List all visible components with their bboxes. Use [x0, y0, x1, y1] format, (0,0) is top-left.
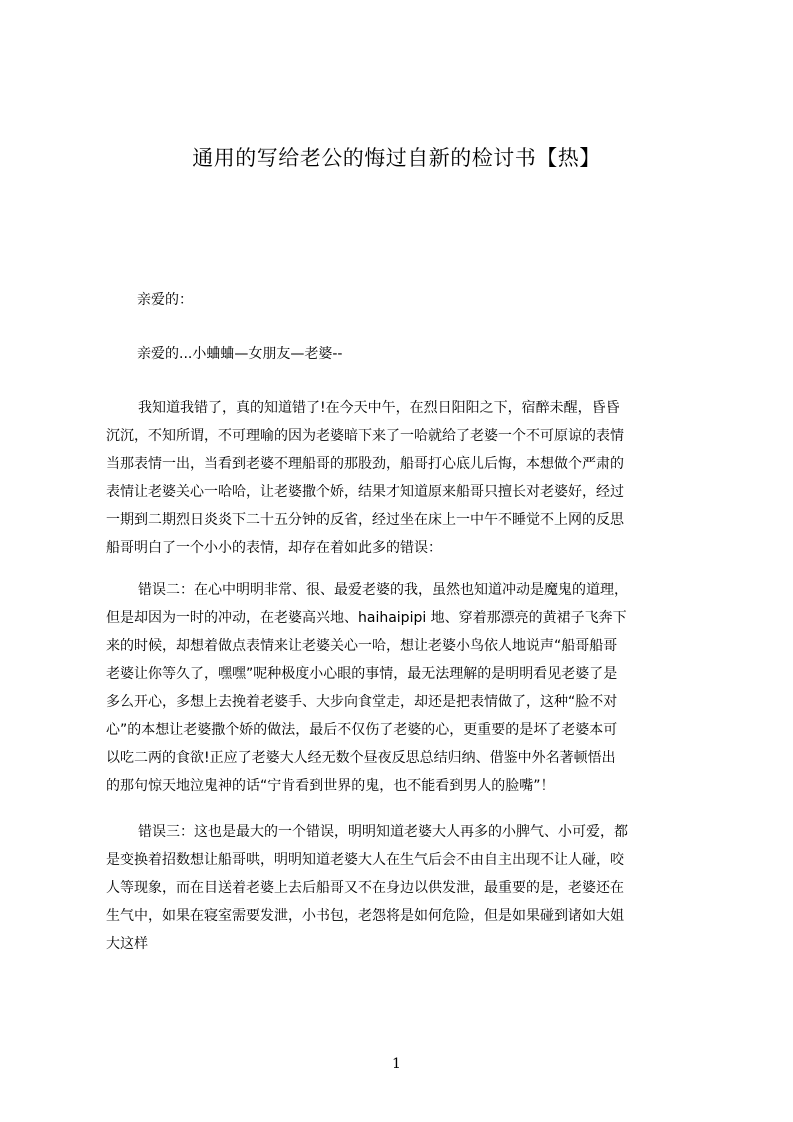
subheading: 亲爱的...小蛐蛐—女朋友—老婆-- — [137, 346, 343, 362]
paragraph-line: 是变换着招数想让船哥哄，明明知道老婆大人在生气后会不由自主出现不让人碰，咬 — [106, 852, 624, 868]
paragraph-line: 心”的本想让老婆撒个娇的做法，最后不仅伤了老婆的心，更重要的是坏了老婆本可 — [106, 722, 618, 738]
paragraph-line: 表情让老婆关心一哈哈，让老婆撒个娇，结果才知道原来船哥只擅长对老婆好，经过 — [106, 484, 624, 500]
paragraph-line: 多么开心，多想上去挽着老婆手、大步向食堂走，却还是把表情做了，这种“脸不对 — [106, 694, 618, 710]
paragraph-line: 来的时候，却想着做点表情来让老婆关心一哈，想让老婆小鸟依人地说声“船哥船哥 — [106, 638, 618, 654]
salutation: 亲爱的： — [137, 292, 193, 308]
paragraph-line: 老婆让你等久了，嘿嘿”呢种极度小心眼的事情，最无法理解的是明明看见老婆了是 — [106, 666, 618, 682]
paragraph-3 — [106, 818, 700, 958]
page-number: 1 — [392, 1056, 401, 1072]
paragraph-line: 人等现象，而在目送着老婆上去后船哥又不在身边以供发泄，最重要的是，老婆还在 — [106, 880, 624, 896]
paragraph-line: 生气中，如果在寝室需要发泄，小书包，老怨将是如何危险，但是如果碰到诸如大姐 — [106, 908, 624, 924]
paragraph-line: 一期到二期烈日炎炎下二十五分钟的反省，经过坐在床上一中午不睡觉不上网的反思 — [106, 512, 624, 528]
paragraph-line: 船哥明白了一个小小的表情，却存在着如此多的错误： — [106, 540, 442, 556]
page-title: 通用的写给老公的悔过自新的检讨书【热】 — [192, 146, 601, 170]
paragraph-line: 错误三：这也是最大的一个错误，明明知道老婆大人再多的小脾气、小可爱，都 — [138, 824, 628, 840]
paragraph-1 — [106, 394, 700, 562]
paragraph-line: 沉沉，不知所谓，不可理喻的因为老婆暗下来了一哈就给了老婆一个不可原谅的表情 — [106, 428, 624, 444]
paragraph-line: 当那表情一出，当看到老婆不理船哥的那股劲，船哥打心底儿后悔，本想做个严肃的 — [106, 456, 624, 472]
paragraph-2 — [106, 576, 700, 800]
paragraph-line: 我知道我错了，真的知道错了!在今天中午，在烈日阳阳之下，宿醉未醒，昏昏 — [138, 400, 620, 416]
paragraph-line: 大这样 — [106, 936, 148, 952]
paragraph-line: 错误二：在心中明明非常、很、最爱老婆的我，虽然也知道冲动是魔鬼的道理， — [138, 582, 628, 598]
paragraph-line: 以吃二两的食欲!正应了老婆大人经无数个昼夜反思总结归纳、借鉴中外名著顿悟出 — [106, 750, 616, 766]
paragraph-line: 但是却因为一时的冲动，在老婆高兴地、haihaipipi 地、穿着那漂亮的黄裙子飞奔下 — [106, 610, 627, 626]
paragraph-line: 的那句惊天地泣鬼神的话“宁肯看到世界的鬼，也不能看到男人的脸嘴”！ — [106, 778, 555, 794]
